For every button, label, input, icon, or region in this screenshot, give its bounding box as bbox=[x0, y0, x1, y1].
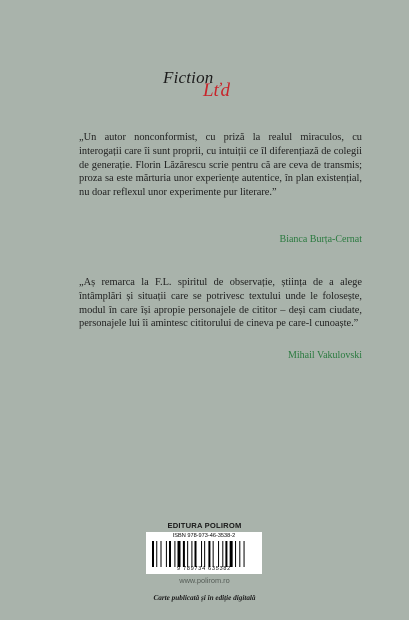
logo-fiction-text: Fiction bbox=[163, 68, 214, 87]
publisher-name: EDITURA POLIROM bbox=[167, 521, 242, 530]
digital-edition-note: Carte publicată și în ediție digitală bbox=[153, 594, 256, 602]
publisher-website: www.polirom.ro bbox=[179, 576, 230, 585]
collection-logo bbox=[0, 68, 409, 108]
blurb-quote-2: „Aș remarca la F.L. spiritul de observație, știința de a alege întâmplări și situații care se potrivesc textului unde le folosește, modul în care își apropie personajele de cititor – deși cam ciudate, personajele lui îi amintesc cititorului de cineva pe care-l cunoaște.” bbox=[79, 277, 362, 330]
logo-lit-text: Lťd bbox=[203, 80, 230, 101]
barcode-bars-icon bbox=[152, 541, 256, 567]
blurb-quote-1: „Un autor nonconformist, cu priză la realul miraculos, cu interogații care îi sunt proprii, cu intuiții ce îl diferențiază de colegii de generație. Florin Lăzărescu scrie pentru că are ceva de transmis; proza sa este mărturia unor experiențe autentice, în plan existențial, nu doar reflexul unor experimente pur literare.” bbox=[79, 132, 362, 199]
blurb-author-1: Bianca Burța-Cernat bbox=[279, 234, 362, 245]
barcode bbox=[146, 532, 262, 574]
barcode-number: 9 789734 635382 bbox=[177, 566, 231, 572]
blurb-author-2: Mihail Vakulovski bbox=[288, 350, 362, 361]
isbn-label: ISBN 978-973-46-3538-2 bbox=[172, 533, 236, 539]
